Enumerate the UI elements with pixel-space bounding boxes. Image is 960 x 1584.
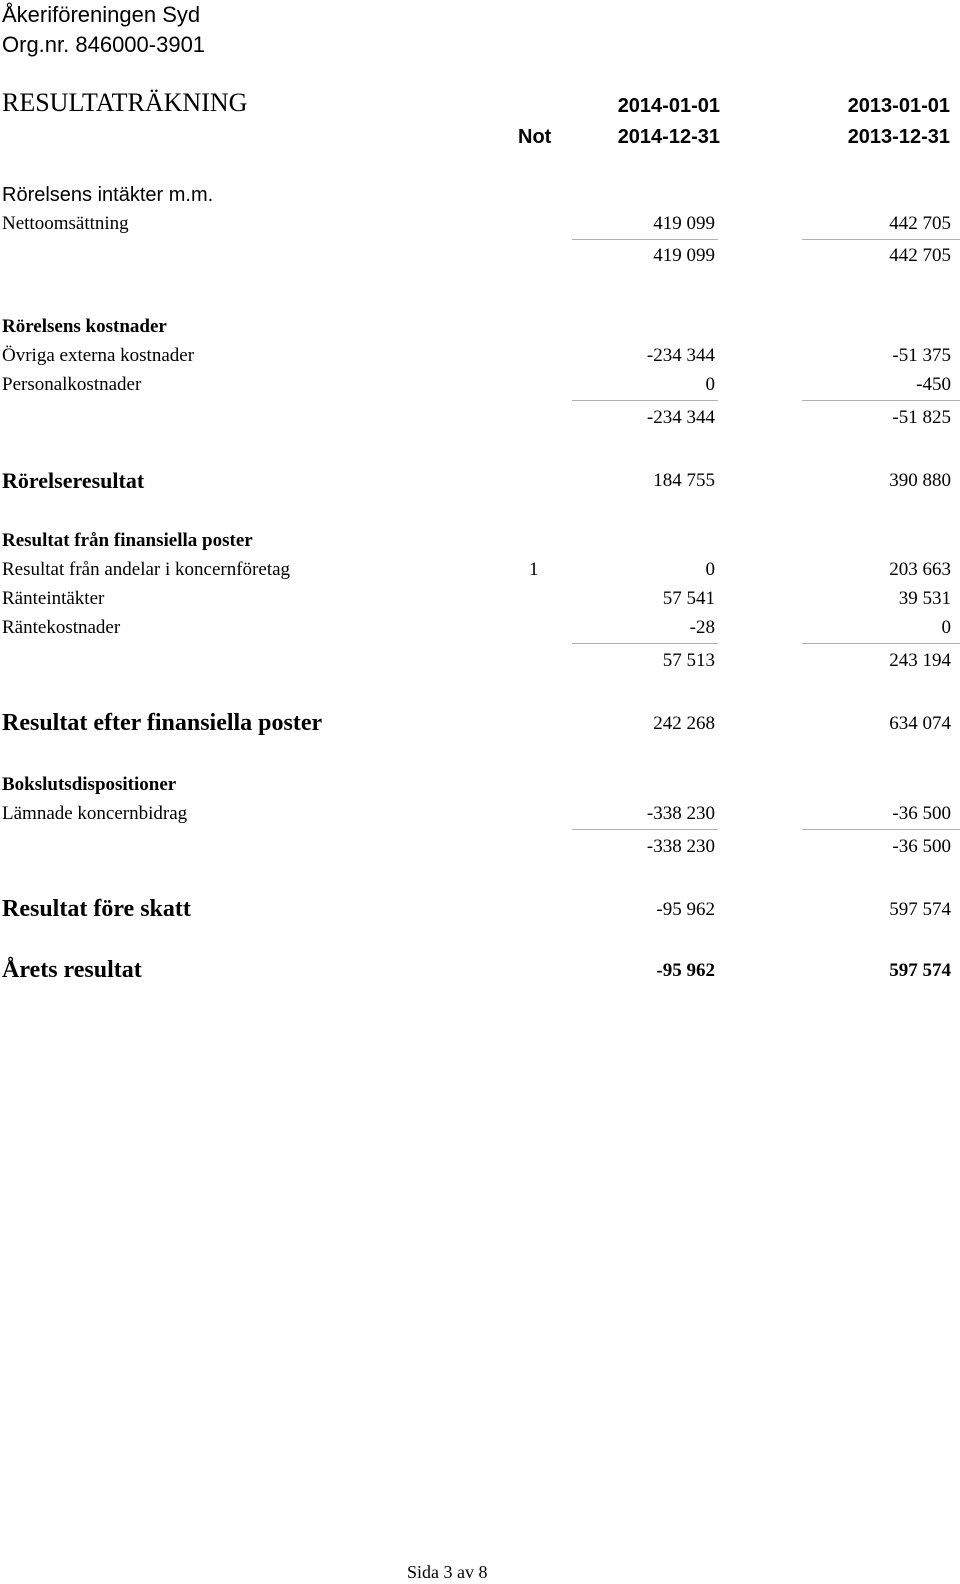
costs-section-heading: Rörelsens kostnader bbox=[2, 316, 167, 337]
operating-result-2013: 390 880 bbox=[889, 470, 951, 491]
other-external-costs-2014: -234 344 bbox=[646, 345, 715, 366]
net-sales-2014: 419 099 bbox=[653, 213, 715, 234]
after-financial-2014: 242 268 bbox=[653, 713, 715, 734]
costs-subtotal-2013: -51 825 bbox=[892, 407, 951, 428]
col2-to-date: 2013-12-31 bbox=[847, 126, 950, 148]
net-result-2014: -95 962 bbox=[656, 960, 715, 981]
appropriations-subtotal-rule-2013 bbox=[802, 829, 960, 830]
personnel-costs-label: Personalkostnader bbox=[2, 374, 142, 395]
income-subtotal-rule-2013 bbox=[802, 239, 960, 240]
appropriations-subtotal-rule-2014 bbox=[572, 829, 718, 830]
financial-subtotal-rule-2013 bbox=[802, 643, 960, 644]
financial-subtotal-2013: 243 194 bbox=[889, 650, 951, 671]
interest-costs-label: Räntekostnader bbox=[2, 617, 121, 638]
group-companies-result-2014: 0 bbox=[705, 559, 715, 580]
appropriations-subtotal-2013: -36 500 bbox=[892, 836, 951, 857]
net-result-2013: 597 574 bbox=[889, 960, 951, 981]
before-tax-label: Resultat före skatt bbox=[2, 896, 191, 922]
group-contribution-2013: -36 500 bbox=[892, 803, 951, 824]
after-financial-2013: 634 074 bbox=[889, 713, 951, 734]
income-subtotal-2013: 442 705 bbox=[889, 245, 951, 266]
income-subtotal-2014: 419 099 bbox=[653, 245, 715, 266]
group-companies-note: 1 bbox=[529, 559, 539, 580]
interest-costs-2013: 0 bbox=[941, 617, 951, 638]
net-result-label: Årets resultat bbox=[2, 957, 142, 983]
other-external-costs-label: Övriga externa kostnader bbox=[2, 345, 195, 366]
group-companies-result-label: Resultat från andelar i koncernföretag bbox=[2, 559, 291, 580]
company-name: Åkeriföreningen Syd bbox=[2, 2, 201, 27]
financial-subtotal-2014: 57 513 bbox=[662, 650, 715, 671]
org-number: Org.nr. 846000-3901 bbox=[2, 32, 206, 57]
net-sales-label: Nettoomsättning bbox=[2, 213, 129, 234]
appropriations-section-heading: Bokslutsdispositioner bbox=[2, 774, 177, 795]
income-section-heading: Rörelsens intäkter m.m. bbox=[2, 184, 214, 206]
operating-result-label: Rörelseresultat bbox=[2, 468, 145, 493]
col1-to-date: 2014-12-31 bbox=[617, 126, 720, 148]
group-contribution-2014: -338 230 bbox=[646, 803, 715, 824]
costs-subtotal-rule-2014 bbox=[572, 400, 718, 401]
interest-costs-2014: -28 bbox=[689, 617, 715, 638]
personnel-costs-2013: -450 bbox=[916, 374, 951, 395]
interest-income-2014: 57 541 bbox=[662, 588, 715, 609]
before-tax-2013: 597 574 bbox=[889, 899, 951, 920]
net-sales-2013: 442 705 bbox=[889, 213, 951, 234]
note-column-header: Not bbox=[518, 126, 552, 148]
before-tax-2014: -95 962 bbox=[656, 899, 715, 920]
col2-from-date: 2013-01-01 bbox=[847, 95, 950, 117]
costs-subtotal-rule-2013 bbox=[802, 400, 960, 401]
group-contribution-label: Lämnade koncernbidrag bbox=[2, 803, 188, 824]
financial-section-heading: Resultat från finansiella poster bbox=[2, 530, 253, 551]
costs-subtotal-2014: -234 344 bbox=[646, 407, 715, 428]
appropriations-subtotal-2014: -338 230 bbox=[646, 836, 715, 857]
group-companies-result-2013: 203 663 bbox=[889, 559, 951, 580]
interest-income-2013: 39 531 bbox=[898, 588, 951, 609]
col1-from-date: 2014-01-01 bbox=[617, 95, 720, 117]
other-external-costs-2013: -51 375 bbox=[892, 345, 951, 366]
income-subtotal-rule-2014 bbox=[572, 239, 718, 240]
personnel-costs-2014: 0 bbox=[705, 374, 715, 395]
operating-result-2014: 184 755 bbox=[653, 470, 715, 491]
page-number: Sida 3 av 8 bbox=[407, 1562, 488, 1582]
interest-income-label: Ränteintäkter bbox=[2, 588, 105, 609]
report-title: RESULTATRÄKNING bbox=[2, 88, 248, 117]
after-financial-label: Resultat efter finansiella poster bbox=[2, 710, 323, 736]
financial-subtotal-rule-2014 bbox=[572, 643, 718, 644]
